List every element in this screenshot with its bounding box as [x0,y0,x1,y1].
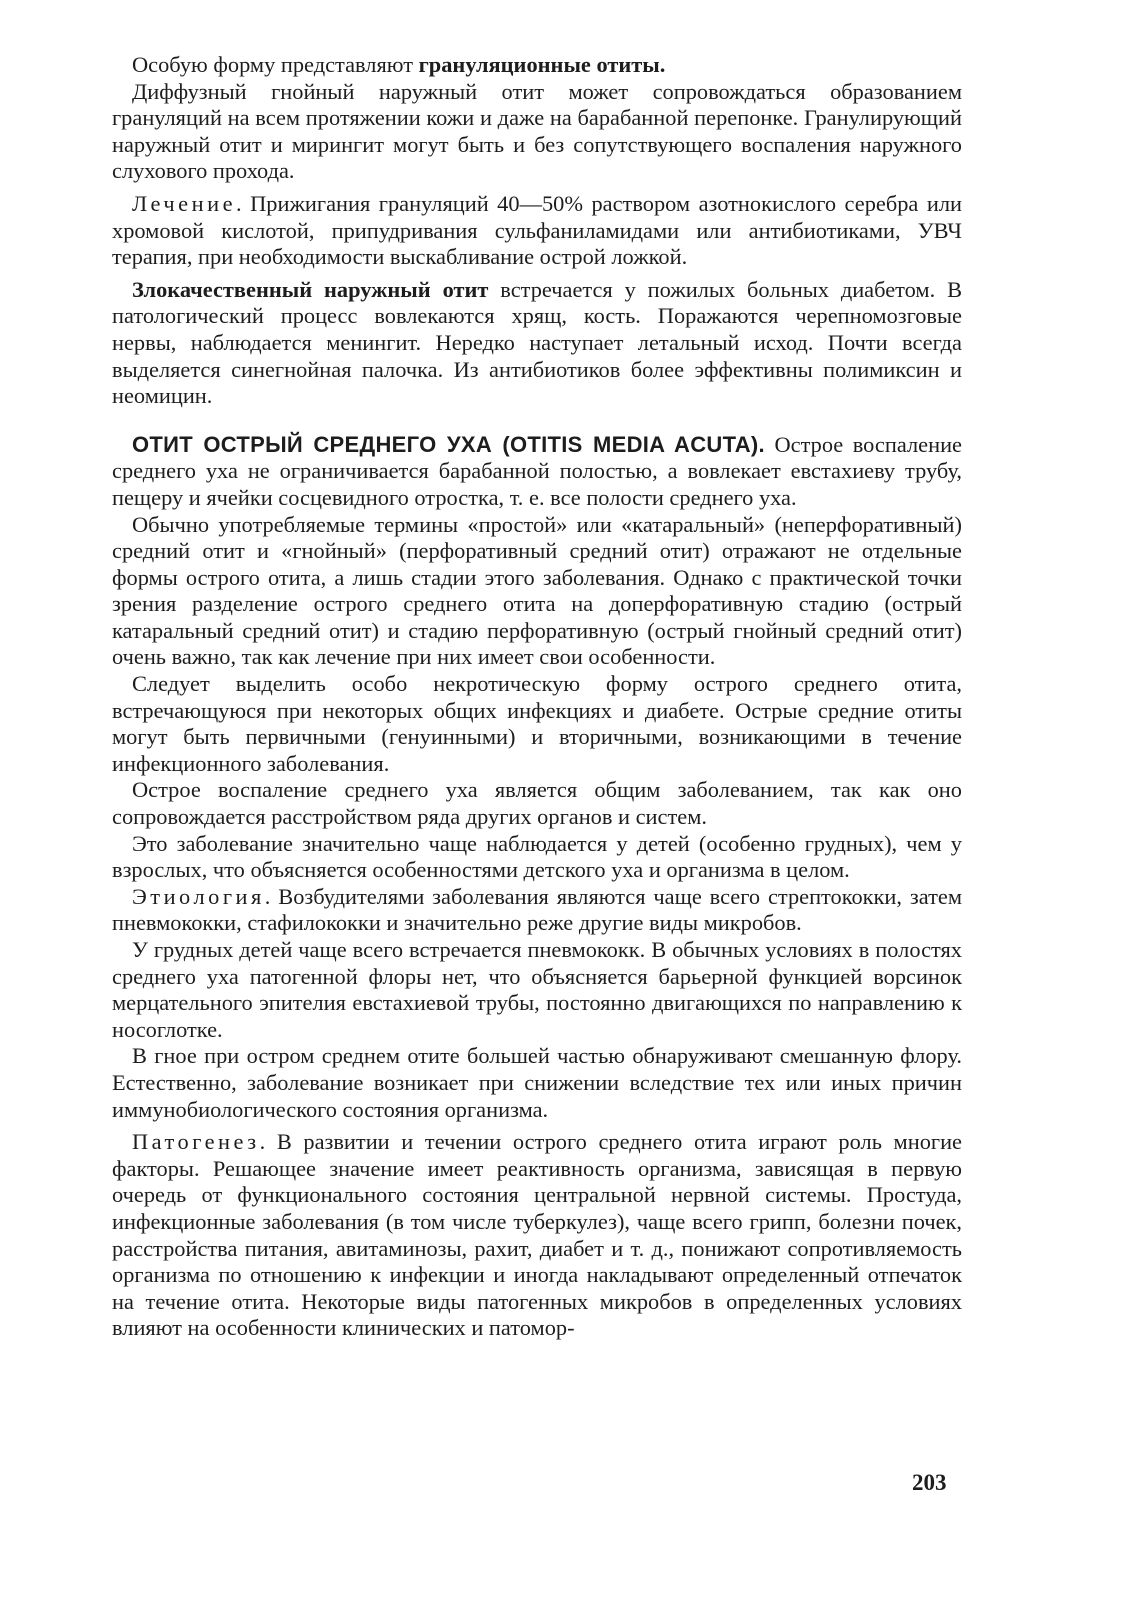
paragraph-granulation-intro [112,52,962,79]
text-run: Особую форму представляют [132,52,419,77]
text-run: . В развитии и течении острого среднего отита играют роль многие факторы. Решающее значение имеет реактивность организма, зависящая в первую очередь от функционального состояния центральной нервной системы. Простуда, инфекционные заболевания (в том числе туберкулез), чаще всего грипп, болезни почек, расстройства питания, авитаминозы, рахит, диабет и т. д., понижают сопротивляемость организма по отношению к инфекции и иногда накладывают определенный отпечаток на течение отита. Некоторые виды патогенных микробов в определенных условиях влияют на особенности клинических и патомор- [112,1129,962,1341]
text-run: Острое воспаление среднего уха не ограничивается барабанной полостью, а вовлекает евстахиеву трубу, пещеру и ячейки сосцевидного отростка, т. е. все полости среднего уха. [112,431,962,510]
spaced-term: Патогенез [132,1129,260,1155]
paragraph-pneumococcus: У грудных детей чаще всего встречается пневмококк. В обычных условиях в полостях среднего уха патогенной флоры нет, что объясняется барьерной функцией ворсинок мерцательного эпителия евстахиевой трубы, постоянно двигающихся по направлению к носоглотке. [112,937,962,1042]
paragraph-malignant-otitis [112,277,962,410]
paragraph-treatment [112,191,962,271]
bold-term: Злокачественный наружный отит [132,276,489,302]
text-run: . Прижигания грануляций 40—50% раствором азотнокислого серебра или хромовой кислотой, припудривания сульфаниламидами или антибиотиками, УВЧ терапия, при необходимости выскабливание острой ложкой. [112,190,962,270]
paragraph-necrotic-form: Следует выделить особо некротическую форму острого среднего отита, встречающуюся при некоторых общих инфекциях и диабете. Острые средние отиты могут быть первичными (генуинными) и вторичными, возникающими в течение инфекционного заболевания. [112,671,962,776]
book-page [112,52,962,1342]
section-heading: ОТИТ ОСТРЫЙ СРЕДНЕГО УХА (OTITIS MEDIA ACUTA). [132,431,765,457]
section-start [112,432,962,512]
paragraph-children: Это заболевание значительно чаще наблюдается у детей (особенно грудных), чем у взрослых, что объясняется особенностями детского уха и организма в целом. [112,830,962,883]
paragraph-etiology [112,884,962,937]
text-run: . Возбудителями заболевания являются чаще всего стрептококки, затем пневмококки, стафилококки и значительно реже другие виды микробов. [112,883,962,936]
paragraph-general-disease: Острое воспаление среднего уха является общим заболеванием, так как оно сопровождается расстройством ряда других органов и систем. [112,777,962,830]
page-number: 203 [912,1470,947,1495]
paragraph-terms: Обычно употребляемые термины «простой» или «катаральный» (неперфоративный) средний отит и «гнойный» (перфоративный средний отит) отражают не отдельные формы острого отита, а лишь стадии этого заболевания. Однако с практической точки зрения разделение острого среднего отита на доперфоративную стадию (острый катаральный средний отит) и стадию перфоративную (острый гнойный средний отит) очень важно, так как лечение при них имеет свои особенности. [112,511,962,670]
paragraph-section-heading [112,432,962,512]
paragraph-pathogenesis [112,1129,962,1342]
spaced-term: Этиология [132,883,265,909]
spaced-term: Лечение [132,190,237,216]
bold-term: грануляционные отиты. [418,52,666,77]
text-run: встречается у пожилых больных диабетом. В патологический процесс вовлекаются хрящ, кость. Поражаются черепномозговые нервы, наблюдается менингит. Нередко наступает летальный исход. Почти всегда выделяется синегнойная палочка. Из антибиотиков более эффективны полимиксин и неомицин. [112,276,963,409]
paragraph-mixed-flora: В гное при остром среднем отите большей частью обнаруживают смешанную флору. Естественно, заболевание возникает при снижении вследствие тех или иных причин иммунобиологического состояния организма. [112,1043,962,1122]
paragraph-diffuse-otitis: Диффузный гнойный наружный отит может сопровождаться образованием грануляций на всем протяжении кожи и даже на барабанной перепонке. Гранулирующий наружный отит и мирингит могут быть и без сопутствующего воспаления наружного слухового прохода. [112,78,962,184]
